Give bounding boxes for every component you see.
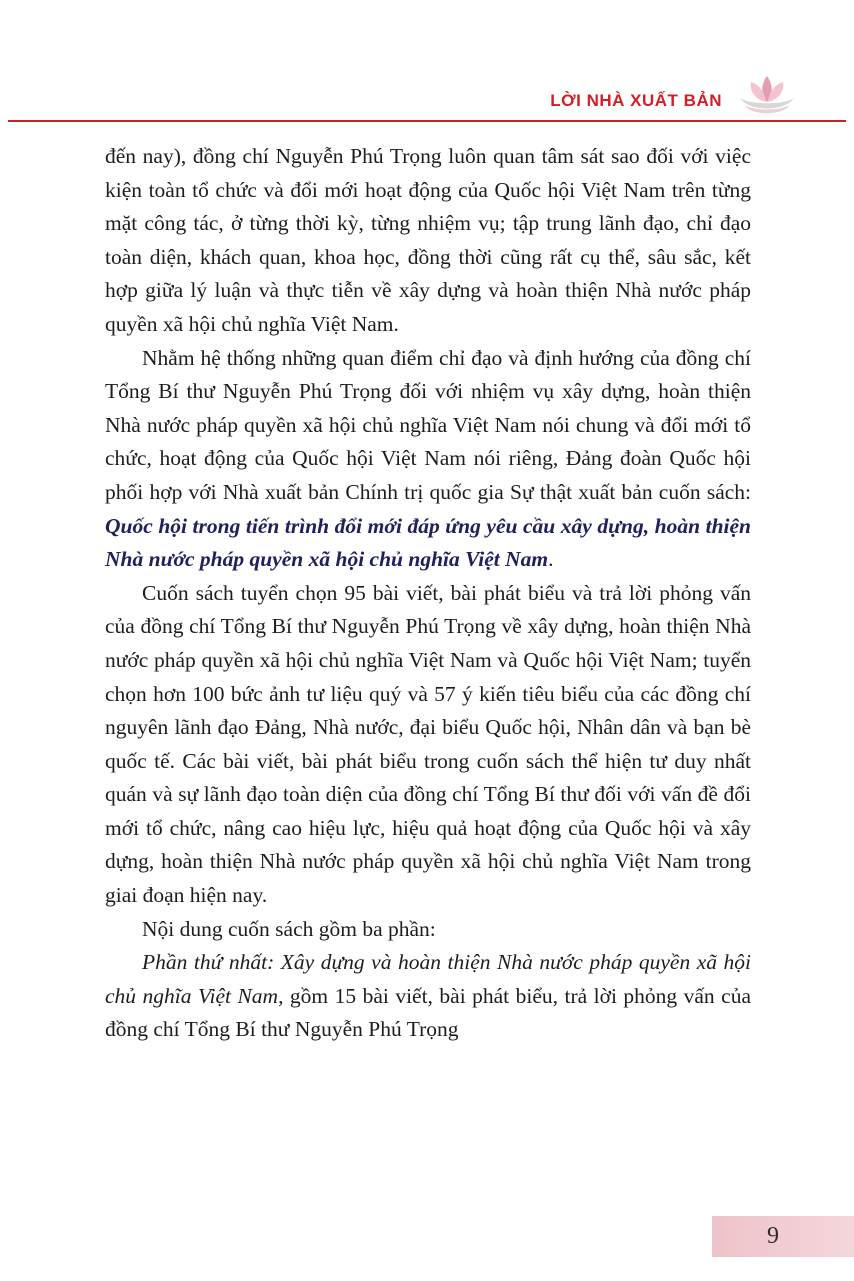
text-segment: gồm 15 bài viết, bài phát biểu, trả lời phỏng vấn của đồng chí Tổng Bí thư Nguyễn Phú Trọng xyxy=(105,983,751,1042)
paragraph xyxy=(105,913,751,947)
page-header xyxy=(0,0,854,122)
header-rule xyxy=(8,120,846,122)
text-segment: Phần thứ nhất: Xây dựng và hoàn thiện Nhà nước pháp quyền xã hội chủ nghĩa Việt Nam, xyxy=(105,950,751,1008)
page-number-badge xyxy=(712,1216,854,1257)
lotus-icon xyxy=(732,72,802,116)
text-segment: Cuốn sách tuyển chọn 95 bài viết, bài phát biểu và trả lời phỏng vấn của đồng chí Tổng Bí thư Nguyễn Phú Trọng về xây dựng, hoàn thiện Nhà nước pháp quyền xã hội chủ nghĩa Việt Nam và Quốc hội Việt Nam; tuyển chọn hơn 100 bức ảnh tư liệu quý và 57 ý kiến tiêu biểu của các đồng chí nguyên lãnh đạo Đảng, Nhà nước, đại biểu Quốc hội, Nhân dân và bạn bè quốc tế. Các bài viết, bài phát biểu trong cuốn sách thể hiện tư duy nhất quán và sự lãnh đạo toàn diện của đồng chí Tổng Bí thư đối với vấn đề đổi mới tổ chức, nâng cao hiệu lực, hiệu quả hoạt động của Quốc hội và xây dựng, hoàn thiện Nhà nước pháp quyền xã hội chủ nghĩa Việt Nam trong giai đoạn hiện nay. xyxy=(105,580,751,908)
text-segment: Nhằm hệ thống những quan điểm chỉ đạo và định hướng của đồng chí Tổng Bí thư Nguyễn Phú Trọng đối với nhiệm vụ xây dựng, hoàn thiện Nhà nước pháp quyền xã hội chủ nghĩa Việt Nam nói chung và đổi mới tổ chức, hoạt động của Quốc hội Việt Nam nói riêng, Đảng đoàn Quốc hội phối hợp với Nhà xuất bản Chính trị quốc gia Sự thật xuất bản cuốn sách: xyxy=(105,345,751,504)
paragraph xyxy=(105,342,751,577)
text-segment: Quốc hội trong tiến trình đổi mới đáp ứng yêu cầu xây dựng, hoàn thiện Nhà nước pháp quyền xã hội chủ nghĩa Việt Nam xyxy=(105,513,751,572)
text-segment: . xyxy=(548,547,554,572)
text-segment: đến nay), đồng chí Nguyễn Phú Trọng luôn quan tâm sát sao đối với việc kiện toàn tổ chức và đổi mới hoạt động của Quốc hội Việt Nam trên từng mặt công tác, ở từng thời kỳ, từng nhiệm vụ; tập trung lãnh đạo, chỉ đạo toàn diện, khách quan, khoa học, đồng thời cũng rất cụ thể, sâu sắc, kết hợp giữa lý luận và thực tiễn về xây dựng và hoàn thiện Nhà nước pháp quyền xã hội chủ nghĩa Việt Nam. xyxy=(105,144,751,336)
page-number: 9 xyxy=(767,1223,779,1249)
running-head-row xyxy=(0,0,854,120)
text-segment: Nội dung cuốn sách gồm ba phần: xyxy=(142,916,436,941)
body-text xyxy=(105,140,751,1047)
paragraph xyxy=(105,140,751,342)
running-head-title: LỜI NHÀ XUẤT BẢN xyxy=(550,90,722,110)
paragraph xyxy=(105,577,751,913)
paragraph xyxy=(105,946,751,1047)
